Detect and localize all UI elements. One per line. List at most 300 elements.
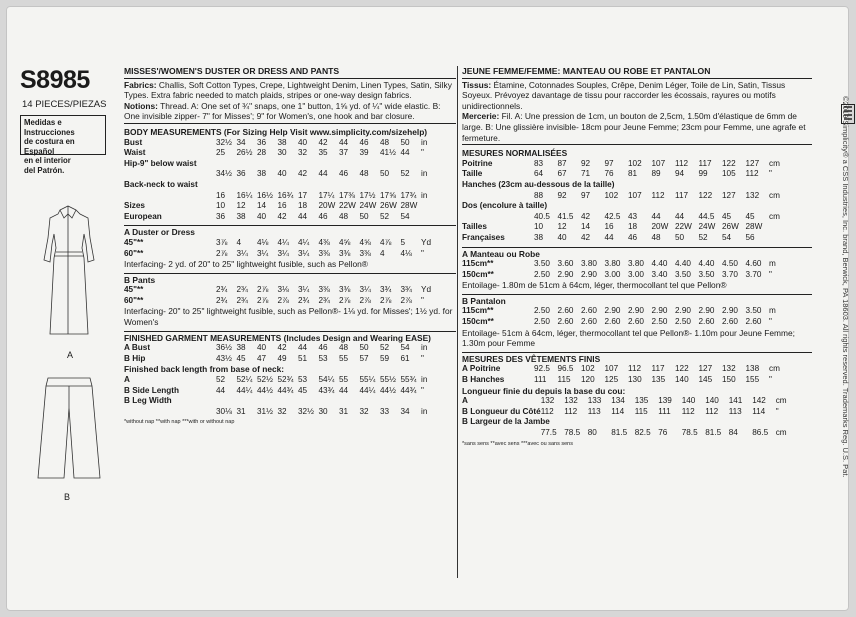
row-label: A	[124, 375, 130, 385]
table-cell: 17⅜	[339, 190, 355, 200]
english-column	[124, 66, 456, 428]
table-cell: 46	[318, 211, 328, 221]
table-cell: 17	[298, 190, 308, 200]
row-label: Poitrine	[462, 158, 493, 168]
table-cell: 2¾	[318, 295, 330, 305]
pattern-envelope-back	[6, 6, 849, 611]
table-cell: 142	[752, 396, 766, 406]
mesures-table	[462, 159, 812, 244]
table-cell: 24W	[698, 222, 716, 232]
table-cell: 44½	[257, 385, 273, 395]
table-cell: 81.5	[611, 428, 628, 437]
row-label: 45"**	[124, 237, 144, 247]
table-cell: 3⅜	[318, 248, 330, 258]
unit-cell: cm	[775, 396, 787, 406]
table-cell: 140	[705, 396, 719, 406]
unit-cell: "	[769, 317, 772, 327]
table-cell: 40.5	[534, 211, 550, 221]
table-cell: 46	[359, 137, 369, 147]
row-label	[124, 169, 216, 180]
table-row	[462, 407, 787, 418]
table-row	[462, 222, 780, 233]
table-cell: 2.90	[604, 306, 621, 316]
measurement-table	[462, 159, 780, 244]
notions-label: Notions:	[124, 100, 158, 111]
table-cell: 20W	[318, 201, 336, 211]
table-cell: 2.90	[628, 306, 644, 316]
table-cell: 48	[380, 137, 390, 147]
unit-cell: Yd	[421, 237, 432, 247]
table-row	[124, 169, 427, 180]
table-cell: 2¾	[216, 295, 228, 305]
table-cell: 2⅞	[257, 285, 269, 295]
table-cell: 46	[628, 232, 638, 242]
table-cell: 45	[745, 211, 755, 221]
table-cell: 4⅝	[339, 237, 351, 247]
french-footnote: *sans sens **avec sens ***avec ou sans sens	[462, 440, 573, 447]
table-cell: 3⅞	[216, 237, 228, 247]
table-cell: 52	[400, 169, 410, 179]
measurement-table	[462, 306, 776, 327]
table-cell: 44	[651, 211, 661, 221]
table-row	[124, 180, 427, 191]
table-cell: 55½	[380, 375, 396, 385]
table-row	[124, 201, 427, 212]
table-cell: 134	[611, 396, 625, 406]
table-row	[462, 270, 776, 281]
table-cell: 67	[557, 169, 567, 179]
table-cell: 107	[604, 364, 619, 374]
table-row	[124, 407, 427, 418]
table-row	[124, 148, 427, 159]
table-row	[124, 159, 427, 170]
row-label: B Longueur du Côté	[462, 406, 541, 416]
envelope-content	[20, 56, 850, 584]
row-label: 115cm**	[462, 306, 494, 316]
copyright-text: ©2019 Simplicity® a CSS Industries, Inc. brand, Berwick, PA 18603. All rights reserved. Trademarks Reg. U.S. Pat.	[841, 96, 850, 478]
table-cell: 82.5	[634, 428, 651, 437]
unit-cell: in	[421, 343, 428, 353]
table-cell: 3.60	[557, 259, 574, 269]
length-table	[124, 375, 456, 417]
table-cell: 42	[277, 211, 287, 221]
table-cell: 16¾	[277, 190, 294, 200]
table-cell: 4⅛	[400, 248, 412, 258]
table-cell: 2.60	[722, 317, 738, 327]
measurement-table	[462, 364, 780, 385]
table-cell: 39	[359, 148, 369, 158]
table-cell: 3.00	[628, 269, 644, 279]
table-cell: 52¾	[277, 375, 294, 385]
table-row	[124, 343, 427, 354]
table-cell: 2.60	[604, 317, 621, 327]
table-cell: 50	[380, 169, 390, 179]
table-cell: 133	[587, 396, 602, 406]
table-cell: 44.5	[698, 211, 715, 221]
finished-measurements-header: FINISHED GARMENT MEASUREMENTS (Includes Design and Wearing EASE)	[124, 331, 456, 344]
table-cell: 112	[675, 158, 689, 168]
table-cell: 96.5	[557, 364, 574, 374]
table-cell: 3¼	[257, 248, 269, 258]
view-b-yardage-header: B Pants	[124, 273, 456, 286]
notions-text: Thread. A: One set of ¾" snaps, one 1" button, 1⅝ yd. of ¼" wide elastic. B: One invisible zipper- 7" for Misses'; 9" for Women's, one hook and bar closure.	[124, 100, 441, 122]
table-cell: 12	[236, 201, 246, 211]
row-label: A	[462, 396, 468, 406]
table-cell: 155	[745, 375, 760, 385]
table-cell: 64	[534, 169, 544, 179]
table-row	[462, 212, 780, 223]
table-cell: 54	[400, 211, 410, 221]
unit-cell: in	[421, 190, 428, 200]
table-cell: 26W	[380, 201, 397, 211]
table-cell: 2.50	[534, 306, 550, 316]
table-cell: 2⅞	[400, 295, 412, 305]
table-row	[462, 417, 787, 428]
mercerie-label: Mercerie:	[462, 111, 500, 122]
table-cell: 2¾	[216, 285, 228, 295]
table-cell: 52	[698, 232, 708, 242]
pieces-count: 14 PIECES/PIEZAS	[22, 99, 107, 110]
table-cell: 44½	[380, 385, 396, 395]
table-row	[462, 169, 780, 180]
table-cell: 48	[339, 211, 349, 221]
measurement-table	[124, 238, 431, 259]
unit-cell: "	[769, 169, 772, 179]
spanish-line: del Patrón.	[24, 165, 65, 175]
french-title: JEUNE FEMME/FEMME: MANTEAU OU ROBE ET PANTALON	[462, 66, 812, 79]
table-cell: 34	[400, 406, 410, 416]
table-cell: 140	[681, 396, 696, 406]
spanish-line: en el interior	[24, 156, 71, 165]
table-cell: 17½	[359, 190, 376, 200]
table-cell: 52	[216, 375, 226, 385]
vetements-finis-table	[462, 364, 812, 385]
table-cell: 28	[257, 148, 267, 158]
table-cell: 3.50	[675, 269, 691, 279]
table-cell: 45	[722, 211, 732, 221]
table-cell: 4.50	[722, 259, 738, 269]
table-cell: 127	[698, 364, 713, 374]
table-cell: 132	[722, 364, 736, 374]
table-cell: 3⅜	[339, 285, 351, 295]
unit-cell: cm	[769, 158, 780, 168]
table-cell: 54¼	[318, 375, 335, 385]
table-cell: 47	[257, 353, 267, 363]
table-cell: 44	[400, 148, 410, 158]
table-row	[124, 191, 427, 202]
row-label	[462, 212, 534, 223]
table-cell: 4⅜	[318, 237, 330, 247]
table-cell: 112	[651, 190, 665, 200]
unit-cell: in	[421, 169, 428, 179]
table-cell: 132	[564, 396, 578, 406]
tissus-label: Tissus:	[462, 79, 492, 90]
row-label: European	[124, 211, 162, 221]
view-b-pants-drawing	[34, 374, 104, 486]
spanish-instructions-box	[20, 115, 106, 175]
table-cell: 76	[658, 428, 668, 437]
table-cell: 55	[339, 353, 349, 363]
table-cell: 36½	[216, 343, 232, 353]
table-cell: 55¼	[359, 375, 376, 385]
unit-cell: Yd	[421, 285, 432, 295]
table-cell: 127	[722, 190, 736, 200]
view-a-yardage-table	[124, 238, 456, 259]
table-cell: 122	[675, 364, 689, 374]
table-cell: 56	[745, 232, 755, 242]
table-cell: 31½	[257, 406, 273, 416]
table-row	[124, 354, 427, 365]
table-cell: 43¾	[318, 385, 335, 395]
table-cell: 42	[277, 343, 287, 353]
row-label: B Largeur de la Jambe	[462, 417, 550, 427]
table-cell: 86.5	[752, 428, 769, 437]
table-cell: 52	[380, 343, 390, 353]
table-cell: 31	[236, 406, 246, 416]
table-cell: 33	[380, 406, 390, 416]
table-cell: 81	[628, 169, 638, 179]
french-column	[462, 66, 812, 449]
table-cell: 135	[634, 396, 649, 406]
table-cell: 43	[628, 211, 638, 221]
unit-cell: m	[769, 306, 776, 316]
mercerie-text: Fil. A: Une pression de 1cm, un bouton de 2,5cm, 1.50m d'élastique de 6mm de large. B: Une glissière invisible- 18cm pour Jeune Femme; 23cm pour Femme, une agrafe et fermeture.	[462, 111, 806, 143]
notions-paragraph	[124, 101, 456, 124]
unit-cell: in	[421, 375, 428, 385]
unit-cell	[769, 222, 780, 233]
row-label: Dos (encolure à taille)	[462, 201, 548, 211]
table-cell: 97	[581, 190, 591, 200]
column-divider	[457, 66, 458, 578]
table-cell: 3¼	[298, 248, 310, 258]
table-cell: 55¾	[400, 375, 417, 385]
table-cell: 71	[581, 169, 591, 179]
pattern-number: S8985	[20, 66, 90, 94]
table-cell: 45	[298, 385, 308, 395]
table-cell: 115	[557, 375, 571, 385]
longueur-table	[462, 396, 812, 438]
tissus-paragraph	[462, 80, 812, 112]
row-label: Tailles	[462, 222, 487, 232]
table-cell: 89	[651, 169, 661, 179]
unit-cell: "	[421, 148, 424, 158]
row-label: A Bust	[124, 343, 151, 353]
table-cell: 3⅜	[318, 285, 330, 295]
table-cell: 12	[557, 222, 567, 232]
table-cell: 44¼	[236, 385, 253, 395]
table-cell: 4.40	[698, 259, 715, 269]
table-cell: 2⅞	[216, 248, 228, 258]
row-label: Waist	[124, 148, 146, 158]
table-cell: 48	[651, 232, 661, 242]
table-cell: 3⅜	[339, 248, 351, 258]
measurement-table	[124, 343, 427, 364]
table-cell: 50	[675, 232, 685, 242]
table-cell: 4.60	[745, 259, 762, 269]
table-cell: 44	[604, 232, 614, 242]
table-cell: 40	[257, 211, 267, 221]
mesures-header: MESURES NORMALISÉES	[462, 148, 568, 159]
table-cell: 2.60	[581, 317, 597, 327]
table-cell: 114	[611, 406, 625, 416]
table-cell: 16¼	[236, 190, 253, 200]
table-cell: 3⅛	[277, 285, 289, 295]
row-label	[124, 191, 216, 202]
table-cell: 37	[339, 148, 349, 158]
table-cell: 50	[359, 211, 369, 221]
table-cell: 112	[540, 406, 554, 416]
table-cell: 4.40	[675, 259, 691, 269]
english-footnote: *without nap **with nap ***with or without nap	[124, 419, 235, 426]
table-cell: 2.50	[534, 269, 550, 279]
table-cell: 111	[658, 406, 671, 416]
unit-cell: in	[421, 137, 428, 147]
row-label: 60"**	[124, 295, 144, 305]
table-cell: 3.80	[581, 259, 597, 269]
table-cell: 34½	[216, 169, 232, 179]
row-label	[124, 407, 216, 418]
table-cell: 3¼	[236, 248, 248, 258]
row-label: Hanches (23cm au-dessous de la taille)	[462, 179, 615, 189]
unit-cell: m	[769, 259, 776, 269]
table-cell: 113	[728, 406, 742, 416]
table-row	[462, 201, 780, 212]
row-label	[462, 191, 534, 202]
mercerie-paragraph	[462, 111, 812, 145]
table-cell: 32½	[298, 406, 314, 416]
table-cell: 36	[257, 137, 267, 147]
table-cell: 46	[339, 169, 349, 179]
table-cell: 3.00	[604, 269, 621, 279]
table-cell: 61	[400, 353, 410, 363]
table-cell: 10	[534, 222, 544, 232]
row-label: A Poitrine	[462, 364, 501, 374]
unit-cell: "	[421, 248, 424, 258]
table-cell: 44¾	[277, 385, 294, 395]
table-cell: 42	[298, 169, 308, 179]
row-label: 150cm**	[462, 317, 494, 327]
table-cell: 2.60	[745, 317, 762, 327]
unit-cell: cm	[769, 190, 780, 200]
table-cell: 2⅞	[380, 295, 392, 305]
table-cell: 4¼	[298, 237, 310, 247]
measurement-table	[462, 259, 776, 280]
table-cell: 4⅞	[380, 237, 392, 247]
table-cell: 34	[236, 137, 246, 147]
table-cell: 16	[216, 190, 226, 200]
table-cell: 102	[604, 190, 619, 200]
table-cell: 2¾	[236, 285, 248, 295]
table-cell: 125	[604, 375, 619, 385]
row-label: 150cm**	[462, 269, 494, 279]
row-label: 60"**	[124, 248, 144, 258]
table-cell: 3.50	[534, 259, 550, 269]
table-cell: 3.80	[628, 259, 644, 269]
table-cell: 18	[628, 222, 638, 232]
unit-cell: in	[421, 406, 428, 416]
table-cell: 53	[318, 353, 328, 363]
table-cell: 76	[604, 169, 614, 179]
table-cell: 22W	[339, 201, 356, 211]
table-row	[462, 159, 780, 170]
table-cell: 41.5	[557, 211, 574, 221]
table-cell: 41½	[380, 148, 396, 158]
table-cell: 3.50	[698, 269, 715, 279]
table-cell: 26½	[236, 148, 253, 158]
table-cell: 50	[400, 137, 410, 147]
table-cell: 40	[298, 137, 308, 147]
table-cell: 102	[581, 364, 595, 374]
vetements-finis-header: MESURES DES VÊTEMENTS FINIS	[462, 352, 812, 365]
table-cell: 3.70	[745, 269, 762, 279]
table-cell: 25	[216, 148, 226, 158]
table-cell: 16½	[257, 190, 273, 200]
table-cell: 112	[705, 406, 719, 416]
table-cell: 36	[216, 211, 226, 221]
table-cell: 2.90	[651, 306, 668, 316]
table-cell: 2.90	[722, 306, 738, 316]
unit-cell	[421, 212, 427, 223]
table-cell: 49	[277, 353, 287, 363]
body-table	[124, 138, 456, 223]
table-cell: 42	[581, 211, 591, 221]
copyright-strip	[834, 96, 856, 616]
table-cell: 117	[651, 364, 665, 374]
table-cell: 38	[236, 211, 246, 221]
table-cell: 3.50	[745, 306, 762, 316]
table-cell: 2.90	[675, 306, 691, 316]
table-row	[124, 249, 431, 260]
table-cell: 44¾	[400, 385, 417, 395]
unit-cell: "	[421, 385, 424, 395]
unit-cell: cm	[769, 364, 780, 374]
table-cell: 53	[298, 375, 308, 385]
table-row	[462, 259, 776, 270]
table-cell: 80	[587, 428, 597, 437]
table-cell: 26W	[722, 222, 739, 232]
table-cell: 55	[339, 375, 349, 385]
table-cell: 122	[698, 190, 713, 200]
row-label: Bust	[124, 137, 143, 147]
table-cell: 38	[236, 343, 246, 353]
table-cell: 4⅝	[359, 237, 371, 247]
table-cell: 3¼	[277, 248, 289, 258]
table-cell: 97	[604, 158, 614, 168]
table-cell: 2.60	[628, 317, 644, 327]
table-cell: 2.60	[557, 306, 574, 316]
table-cell: 48	[339, 343, 349, 353]
measurement-table	[462, 396, 787, 438]
table-cell: 44	[339, 137, 349, 147]
table-cell: 14	[257, 201, 267, 211]
table-cell: 135	[651, 375, 666, 385]
tissus-text: Étamine, Cotonnades Souples, Crêpe, Denim Léger, Toile de Lin, Satin, Tissus Soyeux. Prévoyez davantage de tissu pour raccorder les écossais, rayures ou motifs unidirectionnels.	[462, 79, 786, 111]
table-cell: 127	[745, 158, 760, 168]
fabrics-label: Fabrics:	[124, 79, 157, 90]
table-cell: 20W	[651, 222, 669, 232]
table-row	[124, 396, 427, 407]
row-label: B Leg Width	[124, 396, 172, 406]
table-cell: 17⅝	[380, 190, 396, 200]
row-label: B Side Length	[124, 385, 180, 395]
table-row	[124, 212, 427, 223]
table-cell: 130	[628, 375, 642, 385]
table-cell: 113	[587, 406, 601, 416]
table-cell: 77.5	[540, 428, 557, 437]
table-cell: 115	[634, 406, 648, 416]
table-cell: 84	[728, 428, 738, 437]
table-cell: 38	[534, 232, 544, 242]
